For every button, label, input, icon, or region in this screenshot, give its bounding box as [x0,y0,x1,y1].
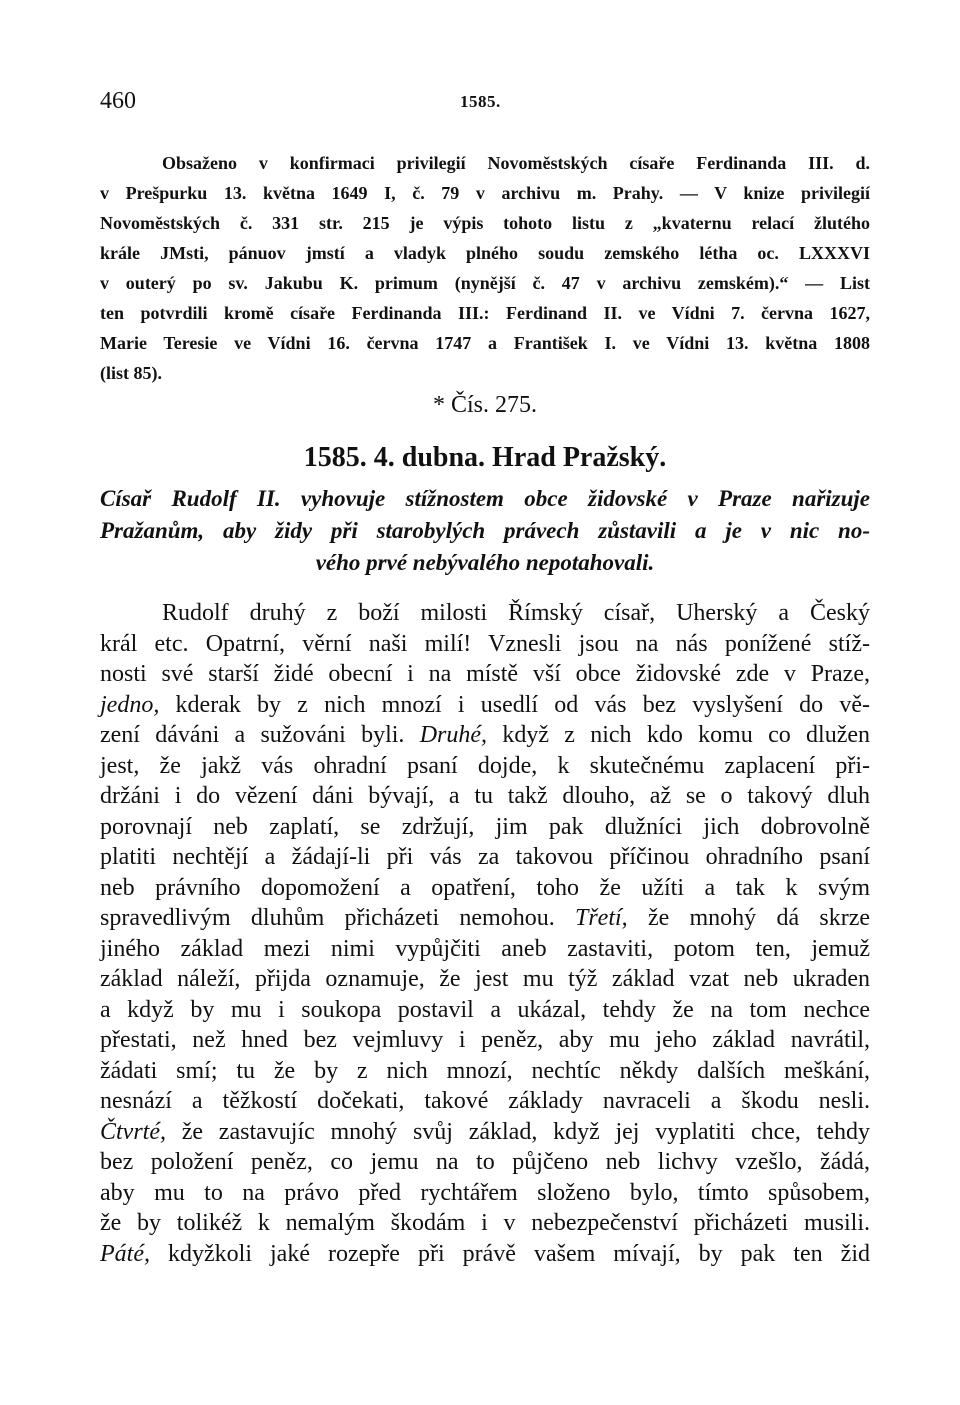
text-fragment: že mnohý dá skrze [627,905,871,931]
page-number: 460 [100,88,136,114]
emphasis-druhe: Druhé, [419,722,488,748]
note-line: (list 85). [100,363,162,383]
text-line: přestati, než hned bez vejmluvy i peněz, aby mu jeho základ navrátil, [100,1027,870,1053]
text-line: jest, že jakž vás ohradní psaní dojde, k skutečnému zaplacení při- [100,752,870,779]
document-number: * Čís. 275. [432,392,537,418]
text-line [100,720,870,751]
text-line: Rudolf druhý z boží milosti Římský císař, Uherský a Český [162,600,870,626]
regest-line: vého prvé nebývalého nepotahovali. [315,550,655,575]
text-line: že by tolikéž k nemalým škodám i v nebezpečenství přicházeti musili. [100,1210,870,1236]
text-line [100,903,870,934]
emphasis-ctvrte: Čtvrté, [100,1118,166,1145]
text-line: nesnází a těžkostí dočekati, takové základy navraceli a škodu nesli. [100,1088,870,1114]
text-line: platiti nechtějí a žádají-li při vás za takovou příčinou ohradního psaní [100,844,870,870]
text-fragment: spravedlivým dluhům přicházeti nemohou. [100,905,575,931]
regest-line: Císař Rudolf II. vyhovuje stížnostem obce židovské v Praze nařizuje [100,486,870,511]
note-line: v outerý po sv. Jakubu K. primum (nynější č. 47 v archivu zemském).“ — List [100,273,870,293]
document-date-place: 1585. 4. dubna. Hrad Pražský. [303,442,667,473]
emphasis-jedno: jedno, [100,691,160,718]
page-header [100,88,860,118]
text-line [100,690,870,721]
text-fragment: zení dáváni a sužováni byli. [100,722,420,748]
text-line: žádati smí; tu že by z nich mnozí, nechtíc někdy dalších meškání, [100,1057,870,1084]
text-line: nosti své starší židé obecní i na místě vší obce židovské zde v Praze, [100,661,870,687]
text-line: porovnají neb zaplatí, se zdržují, jim pak dlužníci jich dobrovolně [100,813,870,840]
note-line: Marie Teresie ve Vídni 16. června 1747 a František I. ve Vídni 13. května 1808 [100,333,870,353]
text-fragment: kdyžkoli jaké rozepře při právě vašem mívají, by pak ten žid [149,1240,870,1267]
regest [100,483,870,579]
text-fragment: když z nich kdo komu co dlužen [487,722,871,748]
text-line: základ náleží, přijda oznamuje, že jest mu týž základ vzat neb ukraden [100,966,870,992]
source-note [100,148,870,388]
document-text [100,598,870,1269]
text-line: jiného základ mezi nimi vypůjčiti aneb zastaviti, potom ten, jemuž [100,935,870,962]
note-line: Novoměstských č. 331 str. 215 je výpis tohoto listu z „kvaternu relací žlutého [100,213,870,233]
text-line: neb právního dopomožení a opatření, toho že užíti a tak k svým [100,874,870,901]
text-line: a když by mu i soukopa postavil a ukázal, tehdy že na tom nechce [100,996,870,1023]
note-line: v Prešpurku 13. května 1649 I, č. 79 v archivu m. Prahy. — V knize privilegií [100,183,870,203]
text-fragment: že zastavujíc mnohý svůj základ, když jej vyplatiti chce, tehdy [166,1118,870,1145]
text-line: král etc. Opatrní, věrní naši milí! Vznesli jsou na nás ponížené stíž- [100,630,870,657]
text-fragment: kderak by z nich mnozí i usedlí od vás bez vyslyšení do vě- [159,691,870,718]
text-line: držáni i do vězení dáni bývají, a tu takž dlouho, až se o takový dluh [100,783,870,809]
regest-line: Pražanům, aby židy při starobylých právech zůstavili a je v nic no- [100,518,870,543]
note-line: ten potvrdili kromě císaře Ferdinanda III.: Ferdinand II. ve Vídni 7. června 1627, [100,303,870,323]
text-line: aby mu to na právo před rychtářem složeno bylo, tímto spůsobem, [100,1179,870,1206]
text-line: bez položení peněz, co jemu na to půjčeno neb lichvy vzešlo, žádá, [100,1149,870,1175]
text-line [100,1117,870,1148]
emphasis-pate: Páté, [100,1240,150,1267]
emphasis-treti: Třetí, [574,905,628,931]
note-line: Obsaženo v konfirmaci privilegií Novoměstských císaře Ferdinanda III. d. [162,153,870,173]
note-line: krále JMsti, pánuov jmstí a vladyk plného soudu zemského létha oc. LXXXVI [100,243,870,263]
running-title: 1585. [460,92,501,111]
text-line [100,1239,870,1270]
